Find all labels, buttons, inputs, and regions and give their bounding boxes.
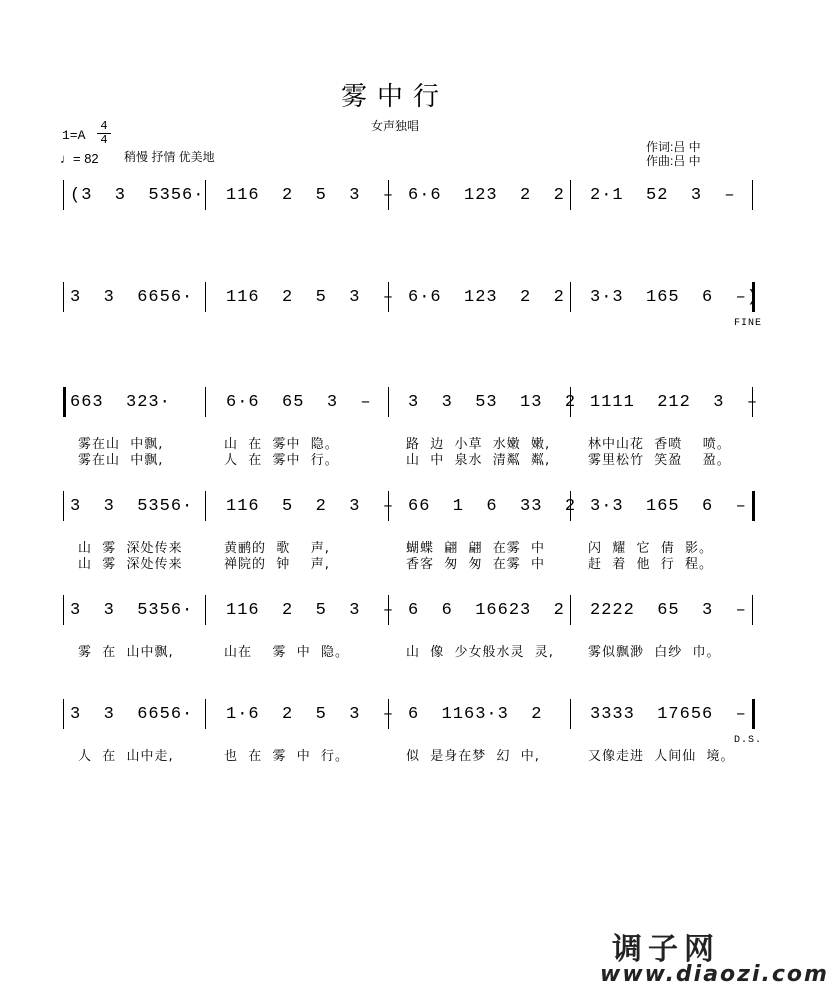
measure-notes: 6·6 123 2 2: [408, 186, 565, 205]
measure-notes: 3 3 53 13 2: [408, 393, 577, 412]
lyric-segment: 禅院的 钟 声,: [224, 557, 330, 572]
note-icon: ♩: [60, 151, 73, 166]
barline: [63, 491, 64, 521]
barline: [63, 387, 66, 417]
lyric-segment: 山 像 少女般水灵 灵,: [406, 645, 554, 660]
measure-notes: 3·3 165 6 –): [590, 288, 759, 307]
measure-notes: 2·1 52 3 –: [590, 186, 736, 205]
lyricist-credit: 作词:吕 中: [646, 140, 701, 154]
lyric-segment: 人 在 山中走,: [78, 749, 174, 764]
barline: [205, 282, 206, 312]
expression-marking: 稍慢 抒情 优美地: [124, 150, 215, 164]
lyric-segment: 雾在山 中飘,: [78, 437, 164, 452]
lyric-segment: 林中山花 香喷 喷。: [588, 437, 731, 452]
measure-notes: 116 2 5 3 –: [226, 601, 395, 620]
lyric-segment: 雾似飘渺 白纱 巾。: [588, 645, 721, 660]
barline: [205, 595, 206, 625]
end-marking: FINE: [734, 318, 763, 329]
lyric-segment: 闪 耀 它 倩 影。: [588, 541, 714, 556]
measure-notes: 3 3 5356·: [70, 601, 194, 620]
end-marking: D.S.: [734, 735, 763, 746]
time-sig-top: 4: [100, 119, 108, 133]
barline: [752, 595, 753, 625]
measure-notes: 116 5 2 3 –: [226, 497, 395, 516]
barline: [205, 699, 206, 729]
lyric-segment: 雾 在 山中飘,: [78, 645, 174, 660]
measure-notes: 6 6 16623 2: [408, 601, 565, 620]
barline: [570, 699, 571, 729]
barline: [63, 699, 64, 729]
lyric-segment: 似 是身在梦 幻 中,: [406, 749, 540, 764]
lyric-segment: 山 在 雾中 隐。: [224, 437, 339, 452]
time-signature: [97, 120, 111, 147]
lyric-segment: 也 在 雾 中 行。: [224, 749, 350, 764]
lyric-segment: 山 雾 深处传来: [78, 557, 183, 572]
lyric-segment: 赶 着 他 行 程。: [588, 557, 714, 572]
watermark-url: www.diaozi.com: [600, 962, 829, 987]
lyric-segment: 香客 匆 匆 在雾 中: [406, 557, 546, 572]
composer-credit: 作曲:吕 中: [646, 154, 701, 168]
lyric-segment: 又像走进 人间仙 境。: [588, 749, 735, 764]
barline: [205, 387, 206, 417]
watermark-logo: 调子网: [612, 932, 720, 967]
lyric-segment: 雾在山 中飘,: [78, 453, 164, 468]
barline: [570, 180, 571, 210]
measure-notes: 116 2 5 3 –: [226, 288, 395, 307]
measure-notes: 3 3 6656·: [70, 288, 194, 307]
barline: [388, 387, 389, 417]
tempo-value: = 82: [73, 151, 99, 166]
lyric-segment: 路 边 小草 水嫩 嫩,: [406, 437, 551, 452]
measure-notes: 6·6 65 3 –: [226, 393, 372, 412]
lyric-segment: 蝴蝶 翩 翩 在雾 中: [406, 541, 546, 556]
barline: [570, 282, 571, 312]
barline: [63, 282, 64, 312]
barline: [63, 595, 64, 625]
measure-notes: 663 323·: [70, 393, 171, 412]
measure-notes: 6 1163·3 2: [408, 705, 543, 724]
barline: [205, 491, 206, 521]
lyric-segment: 山 雾 深处传来: [78, 541, 183, 556]
lyric-segment: 山 中 泉水 清粼 粼,: [406, 453, 551, 468]
measure-notes: 116 2 5 3 –: [226, 186, 395, 205]
tempo-marking: [60, 151, 99, 166]
song-title: 雾中行: [340, 82, 449, 112]
barline: [752, 180, 753, 210]
measure-notes: 2222 65 3 –: [590, 601, 747, 620]
barline: [63, 180, 64, 210]
measure-notes: 3333 17656 –: [590, 705, 747, 724]
measure-notes: 1111 212 3 –: [590, 393, 759, 412]
measure-notes: 3·3 165 6 –: [590, 497, 747, 516]
barline: [752, 491, 755, 521]
lyric-segment: 人 在 雾中 行。: [224, 453, 339, 468]
barline: [205, 180, 206, 210]
lyric-segment: 黄鹂的 歌 声,: [224, 541, 330, 556]
lyric-segment: 山在 雾 中 隐。: [224, 645, 350, 660]
measure-notes: (3 3 5356·: [70, 186, 205, 205]
measure-notes: 3 3 5356·: [70, 497, 194, 516]
measure-notes: 1·6 2 5 3 –: [226, 705, 395, 724]
song-subtitle: 女声独唱: [370, 119, 419, 133]
measure-notes: 6·6 123 2 2: [408, 288, 565, 307]
measure-notes: 66 1 6 33 2: [408, 497, 577, 516]
measure-notes: 3 3 6656·: [70, 705, 194, 724]
key-signature: 1=A: [62, 128, 86, 143]
barline: [752, 699, 755, 729]
barline: [570, 595, 571, 625]
time-sig-bottom: 4: [97, 133, 111, 147]
lyric-segment: 雾里松竹 笑盈 盈。: [588, 453, 731, 468]
